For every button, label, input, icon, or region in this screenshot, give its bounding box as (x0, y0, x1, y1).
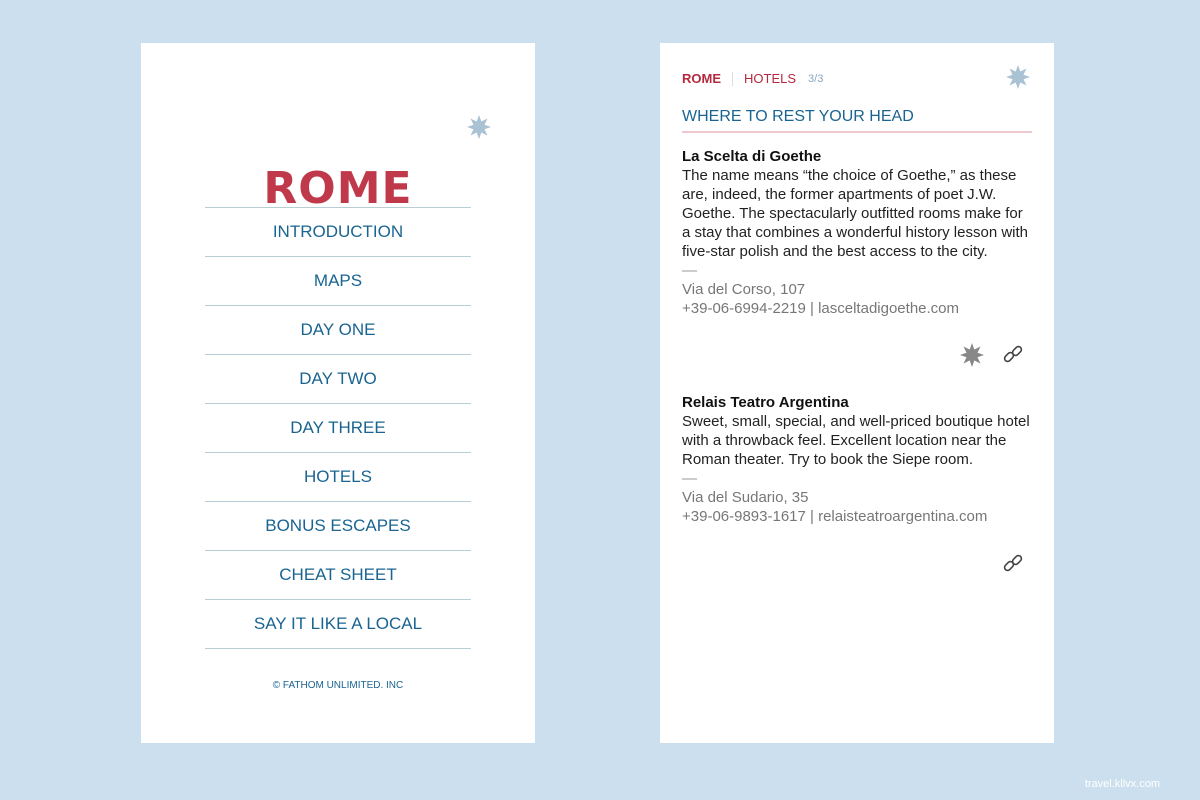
copyright: © FATHOM UNLIMITED. INC (272, 680, 404, 691)
star-logo-icon (467, 115, 491, 139)
hotel-contact[interactable]: +39-06-6994-2219 | lasceltadigoethe.com (682, 300, 960, 317)
hotel-description: The name means “the choice of Goethe,” as these are, indeed, the former apartments of poet J.W. Goethe. The spectacularly outfitted rooms make for a stay that combines a wonderful history lesson with five-star polish and the best access to the city. (682, 167, 1029, 260)
menu-item-introduction[interactable]: INTRODUCTION (205, 208, 471, 257)
menu-item-maps[interactable]: MAPS (205, 257, 471, 306)
separator-dash: — (682, 262, 697, 279)
hotel-address: Via del Sudario, 35 (682, 489, 809, 506)
menu-item-day-one[interactable]: DAY ONE (205, 306, 471, 355)
menu-item-hotels[interactable]: HOTELS (205, 453, 471, 502)
separator-dash: — (682, 470, 697, 487)
city-title: ROME (263, 163, 413, 214)
hotel-address: Via del Corso, 107 (682, 281, 806, 298)
menu-item-day-three[interactable]: DAY THREE (205, 404, 471, 453)
table-of-contents-page (141, 43, 535, 743)
favorite-star-icon[interactable] (960, 343, 984, 367)
hotel-contact[interactable]: +39-06-9893-1617 | relaisteatroargentina.com (682, 508, 988, 525)
hotels-page (660, 43, 1054, 743)
breadcrumb (682, 71, 823, 86)
hotel-actions (960, 343, 1024, 367)
hotel-actions (1002, 553, 1024, 575)
hotel-entry (682, 393, 1034, 526)
hotel-name: La Scelta di Goethe (682, 148, 822, 165)
hotel-entry (682, 147, 1034, 318)
page-counter: 3/3 (808, 72, 824, 85)
section-heading: WHERE TO REST YOUR HEAD (682, 108, 1032, 133)
hotel-description: Sweet, small, special, and well-priced boutique hotel with a throwback feel. Excellent location near the Roman theater. Try to book the Siepe room. (682, 413, 1030, 468)
breadcrumb-section[interactable]: HOTELS (744, 71, 797, 86)
menu-item-day-two[interactable]: DAY TWO (205, 355, 471, 404)
breadcrumb-city[interactable]: ROME (682, 71, 721, 86)
menu-item-cheat-sheet[interactable]: CHEAT SHEET (205, 551, 471, 600)
divider (732, 72, 733, 86)
link-icon[interactable] (1002, 344, 1024, 366)
hotel-name: Relais Teatro Argentina (682, 394, 849, 411)
menu-item-say-it-like-a-local[interactable]: SAY IT LIKE A LOCAL (205, 600, 471, 649)
watermark: travel.kllvx.com (1084, 778, 1160, 790)
star-logo-icon[interactable] (1006, 65, 1030, 89)
link-icon[interactable] (1002, 553, 1024, 575)
menu-item-bonus-escapes[interactable]: BONUS ESCAPES (205, 502, 471, 551)
toc-menu (205, 207, 471, 649)
